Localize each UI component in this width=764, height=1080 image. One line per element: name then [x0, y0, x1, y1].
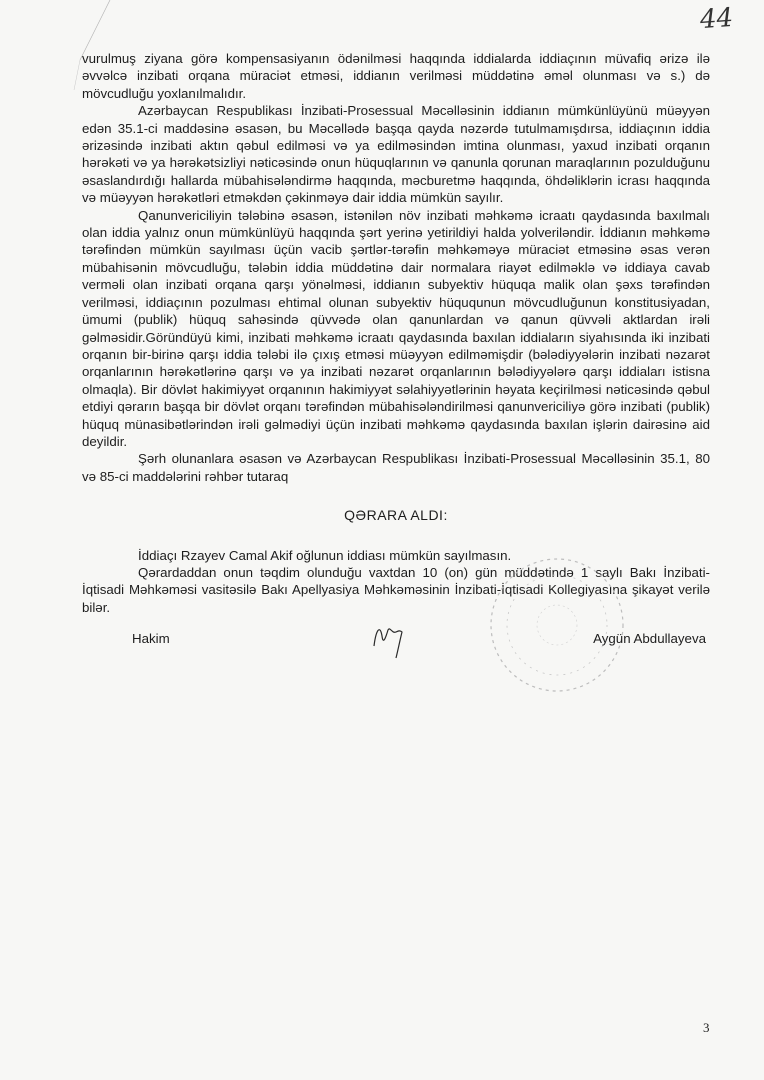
decision-heading: QƏRARA ALDI:	[344, 507, 448, 524]
judge-name: Aygün Abdullayeva	[593, 631, 706, 647]
decision-item-2: Qərardaddan onun təqdim olunduğu vaxtdan 10 (on) gün müddətində 1 saylı Bakı İnzibati-İqtisadi Məhkəməsi vasitəsilə Bakı Apellyasiya Məhkəməsinin İnzibati-İqtisadi Kollegiyasına şikayət verilə bilər.	[82, 564, 710, 615]
paragraph-2: Azərbaycan Respublikası İnzibati-Prosessual Məcəlləsinin iddianın mümkünlüyünü müəyyən edən 35.1-ci maddəsinə əsasən, bu Məcəllədə başqa qayda nəzərdə tutulmamışdırsa, iddiaçının iddia ərizəsində inzibati aktın qəbul edilməsi və ya edilməsindən imtina olunması, yaxud inzibati orqanın hərəkəti və ya hərəkətsizliyi nəticəsində onun hüquqlarının və qanunla qorunan maraqlarının pozulduğunu əsaslandırdığı hallarda mübahisələndirmə haqqında, məcburetmə haqqında, öhdəliklərin icrası haqqında və müəyyən hərəkətləri etməkdən çəkinməyə dair iddia mümkün sayılır.	[82, 103, 710, 206]
paragraph-1: vurulmuş ziyana görə kompensasiyanın ödənilməsi haqqında iddialarda iddiaçının müvafiq ərizə ilə əvvəlcə inzibati orqana müraciət etməsi, iddianın verilməsi müddətinə əməl olunması və s.) də mövcudluğu yoxlanılmalıdır.	[82, 51, 710, 101]
decision-item-1: İddiaçı Rzayev Camal Akif oğlunun iddiası mümkün sayılmasın.	[138, 547, 512, 563]
signature-block	[82, 630, 710, 690]
official-stamp-icon	[482, 550, 632, 700]
signature-icon	[370, 616, 410, 660]
judge-title: Hakim	[132, 631, 170, 647]
paragraph-3: Qanunvericiliyin tələbinə əsasən, istənilən növ inzibati məhkəmə icraatı qaydasında baxılmalı olan iddia yalnız onun mümkünlüyü haqqında şərt yerinə yetirildiyi halda yolveriləndir. İddianın məhkəmə tərəfindən mümkün sayılması üçün vacib şərtlər-tərəfin məhkəməyə müraciət etməsinə əsas verən mübahisənin mövcudluğu, tələbin iddia müddətinə dair normalara riayət edilməklə və iddiaya cavab verməli olan inzibati orqana qarşı yönəlməsi, iddianın subyektiv hüquqa malik olan şəxs tərəfindən verilməsi, iddiaçının pozulması ehtimal olunan subyektiv hüququnun mövcudluğunun konstitusiyadan, ümumi (publik) hüquq sahəsində qüvvədə olan qanunlardan və qanun qüvvəli aktlardan irəli gəlməsidir.Göründüyü kimi, inzibati məhkəmə icraatı qaydasında baxılan iddiaların siyahısında iki inzibati orqanın bir-birinə qarşı iddia tələbi ilə çıxış etməsi müəyyən edilməmişdir (bələdiyyələrin inzibati nəzarət orqanlarının hərəkətlərinə qarşı və ya inzibati nəzarət orqanlarının bələdiyyələrə qarşı iddiaları istisna olmaqla). Bir dövlət hakimiyyət orqanının hakimiyyət səlahiyyətlərinin həyata keçirilməsi nəticəsində qəbul etdiyi qərarın başqa bir dövlət orqanı tərəfindən mübahisələndirilməsi qanunvericiliyə görə inzibati (publik) hüquq münasibətlərindən irəli gəlmədiyi üçün inzibati məhkəmə qaydasında baxılan işlərin dairəsinə aid deyildir.	[82, 207, 710, 449]
page-number: 3	[703, 1020, 710, 1035]
document-body	[82, 50, 710, 690]
paragraph-4: Şərh olunanlara əsasən və Azərbaycan Respublikası İnzibati-Prosessual Məcəlləsinin 35.1, 80 və 85-ci maddələrini rəhbər tutaraq	[82, 451, 710, 484]
handwritten-page-number: 44	[698, 2, 735, 36]
